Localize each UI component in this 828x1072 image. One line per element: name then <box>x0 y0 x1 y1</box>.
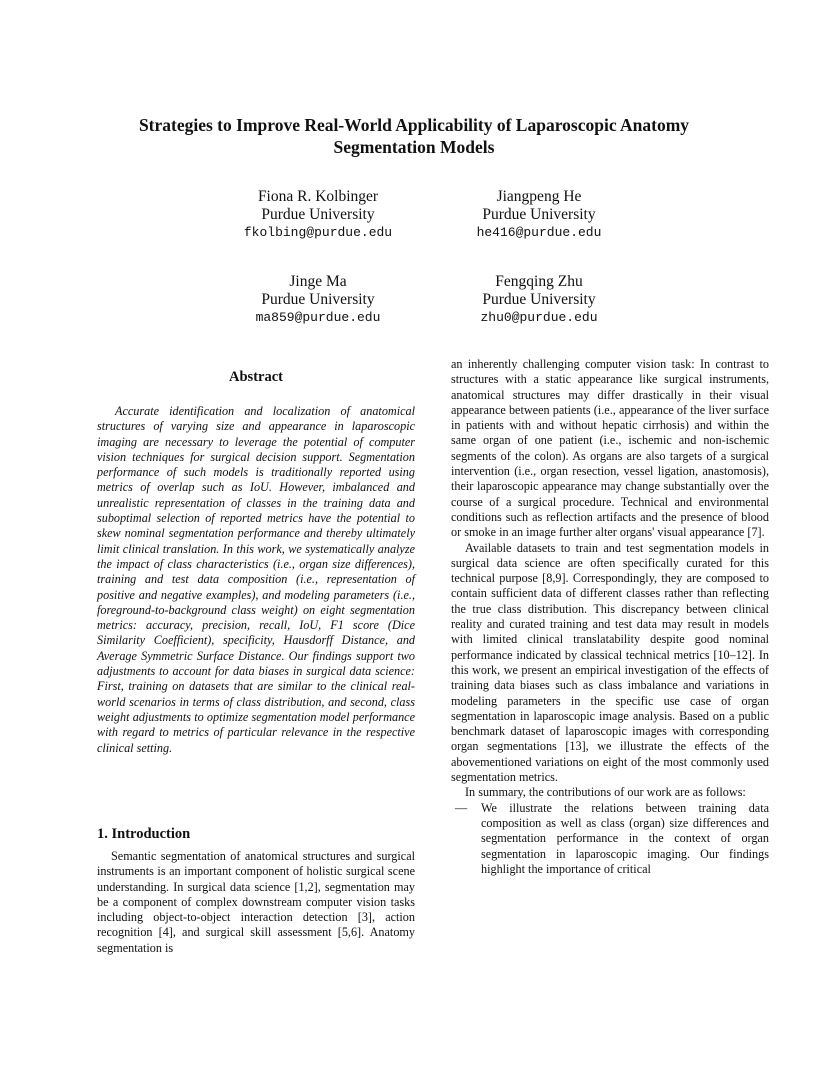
author-block <box>409 188 669 242</box>
abstract-heading: Abstract <box>229 369 283 385</box>
author-name: Fengqing Zhu <box>495 273 583 290</box>
author-affiliation: Purdue University <box>482 206 596 223</box>
body-paragraph: In summary, the contributions of our work are as follows: <box>465 785 746 800</box>
author-name: Jiangpeng He <box>496 188 582 205</box>
author-email[interactable]: zhu0@purdue.edu <box>480 310 598 325</box>
author-email[interactable]: fkolbing@purdue.edu <box>243 225 393 240</box>
author-affiliation: Purdue University <box>261 206 375 223</box>
author-block <box>409 273 669 327</box>
author-email[interactable]: ma859@purdue.edu <box>255 310 381 325</box>
author-affiliation: Purdue University <box>482 291 596 308</box>
abstract-text: Accurate identification and localization of anatomical structures of varying size and appearance in laparoscopic imaging are necessary to leverage the potential of computer vision techniques for surgical decision support. Segmentation performance of such models is traditionally reported using metrics of overlap such as IoU. However, imbalanced and unrealistic representation of classes in the training data and suboptimal selection of reported metrics have the potential to skew nominal segmentation performance and thereby ultimately limit clinical translation. In this work, we systematically analyze the impact of class characteristics (i.e., organ size differences), training and test data composition (i.e., representation of positive and negative examples), and modeling parameters (i.e., foreground-to-background class weight) on eight segmentation metrics: accuracy, precision, recall, IoU, F1 score (Dice Similarity Coefficient), specificity, Hausdorff Distance, and Average Symmetric Surface Distance. Our findings support two adjustments to account for data biases in surgical data science: First, training on datasets that are similar to the clinical real-world scenarios in terms of class distribution, and second, class weight adjustments to optimize segmentation model performance with regard to metrics of particular relevance in the respective clinical setting. <box>97 404 415 755</box>
author-name: Fiona R. Kolbinger <box>257 188 379 205</box>
author-name: Jinge Ma <box>289 273 347 290</box>
contribution-list-item <box>451 801 769 877</box>
list-dash: — <box>455 800 468 815</box>
intro-paragraph: Semantic segmentation of anatomical structures and surgical instruments is an important component of holistic surgical scene understanding. In surgical data science [1,2], segmentation may be a component of complex downstream computer vision tasks including object-to-object interaction detection [3], action recognition [4], and surgical skill assessment [5,6]. Anatomy segmentation is <box>97 849 415 955</box>
section-heading-introduction: 1. Introduction <box>97 826 191 842</box>
body-paragraph: an inherently challenging computer vision task: In contrast to structures with a static appearance like surgical instruments, anatomical structures may differ drastically in their visual appearance between patients (i.e., appearance of the liver surface in patients with and without hepatic cirrhosis) and within the same organ of one patient (i.e., ischemic and non-ischemic segments of the colon). As organs are also targets of a surgical intervention (i.e., organ resection, vessel ligation, anastomosis), their laparoscopic appearance may change substantially over the course of a surgical procedure. Technical and environmental conditions such as reflection artifacts and the presence of blood or smoke in an image further alter organs' visual appearance [7]. <box>451 357 769 540</box>
author-email[interactable]: he416@purdue.edu <box>476 225 602 240</box>
body-paragraph: Available datasets to train and test segmentation models in surgical data science are often specifically curated for this technical purpose [8,9]. Correspondingly, they are composed to contain sufficient data of different classes rather than reflecting the true class distribution. This discrepancy between clinical reality and curated training and test data may result in models with limited clinical translatability despite good nominal performance indicated by classical technical metrics [10–12]. In this work, we present an empirical investigation of the effects of training data biases such as class imbalance and variations in modeling parameters in the specific use case of organ segmentation in laparoscopic image analysis. Based on a public benchmark dataset of laparoscopic images with corresponding organ segmentations [13], we illustrate the effects of the abovementioned variations on eight of the most commonly used segmentation metrics. <box>451 540 769 785</box>
paper-title <box>96 114 732 158</box>
title-line-1: Strategies to Improve Real-World Applicability of Laparoscopic Anatomy <box>138 115 690 135</box>
right-column <box>451 357 769 877</box>
contribution-text: We illustrate the relations between training data composition as well as class (organ) size differences and segmentation performance in the context of organ segmentation in laparoscopic imaging. Our findings highlight the importance of critical <box>481 800 769 876</box>
author-affiliation: Purdue University <box>261 291 375 308</box>
title-line-2: Segmentation Models <box>333 137 495 157</box>
